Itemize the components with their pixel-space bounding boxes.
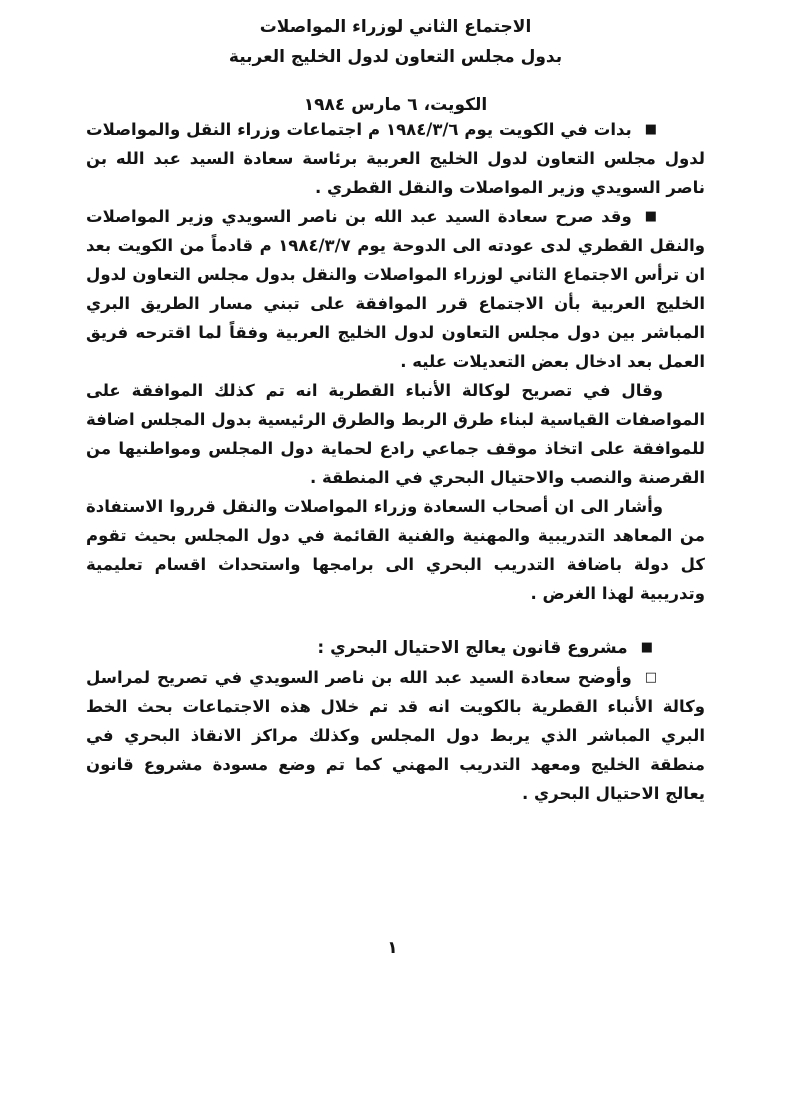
section-heading-text: مشروع قانون يعالج الاحتيال البحري : [317, 638, 628, 658]
document-title-line2: بدول مجلس التعاون لدول الخليج العربية [228, 47, 563, 67]
paragraph-text: بدات في الكويت يوم ١٩٨٤/٣/٦ م اجتماعات وزراء النقل والمواصلات لدول مجلس التعاون لدول الخليج العربية برئاسة سعادة السيد عبد الله بن ناصر السويدي وزير المواصلات والنقل القطري . [86, 120, 705, 197]
document-title-line1: الاجتماع الثاني لوزراء المواصلات [259, 17, 532, 37]
open-square-bullet-icon: □ [644, 670, 657, 685]
paragraph-text: وأوضح سعادة السيد عبد الله بن ناصر السويدي في تصريح لمراسل وكالة الأنباء القطرية بالكويت انه قد تم خلال هذه الاجتماعات بحث الخط البري المباشر الذي يربط دول المجلس وكذلك مراكز الانقاذ البحري في منطقة الخليج ومعهد التدريب المهني كما تم وضع مسودة مشروع قانون يعالج الاحتيال البحري . [86, 668, 705, 803]
paragraph [86, 376, 705, 492]
filled-square-bullet-icon: ■ [644, 209, 657, 224]
filled-square-bullet-icon: ■ [644, 122, 657, 137]
paragraph-text: وقد صرح سعادة السيد عبد الله بن ناصر السويدي وزير المواصلات والنقل القطري لدى عودته الى الدوحة يوم ١٩٨٤/٣/٧ م قادماً من الكويت بعد ان ترأس الاجتماع الثاني لوزراء المواصلات والنقل بدول مجلس التعاون لدول الخليج العربية بأن الاجتماع قرر الموافقة على تبني مسار الطريق البري المباشر بين دول مجلس التعاون لدول الخليج العربية وفقاً لما اقترحه فريق العمل بعد ادخال بعض التعديلات عليه . [86, 207, 705, 371]
paragraph [86, 663, 705, 808]
document-content [86, 0, 705, 808]
section-heading [86, 634, 705, 663]
paragraph-text: وأشار الى ان أصحاب السعادة وزراء المواصلات والنقل قرروا الاستفادة من المعاهد التدريبية والمهنية والفنية القائمة في دول المجلس بحيث تقوم كل دولة باضافة التدريب البحري الى برامجها واستحداث اقسام تعليمية وتدريبية لهذا الغرض . [86, 497, 705, 603]
document-dateline: الكويت، ٦ مارس ١٩٨٤ [303, 95, 488, 115]
page-number: ١ [387, 938, 398, 958]
paragraph-text: وقال في تصريح لوكالة الأنباء القطرية انه تم كذلك الموافقة على المواصفات القياسية لبناء طرق الربط والطرق الرئيسية بدول المجلس اضافة للموافقة على اتخاذ موقف جماعي رادع لحماية دول المجلس ومواطنيها من القرصنة والنصب والاحتيال البحري في المنطقة . [86, 381, 705, 487]
paragraph [86, 202, 705, 376]
paragraph [86, 492, 705, 608]
paragraph [86, 115, 705, 202]
filled-square-bullet-icon: ■ [640, 640, 653, 655]
